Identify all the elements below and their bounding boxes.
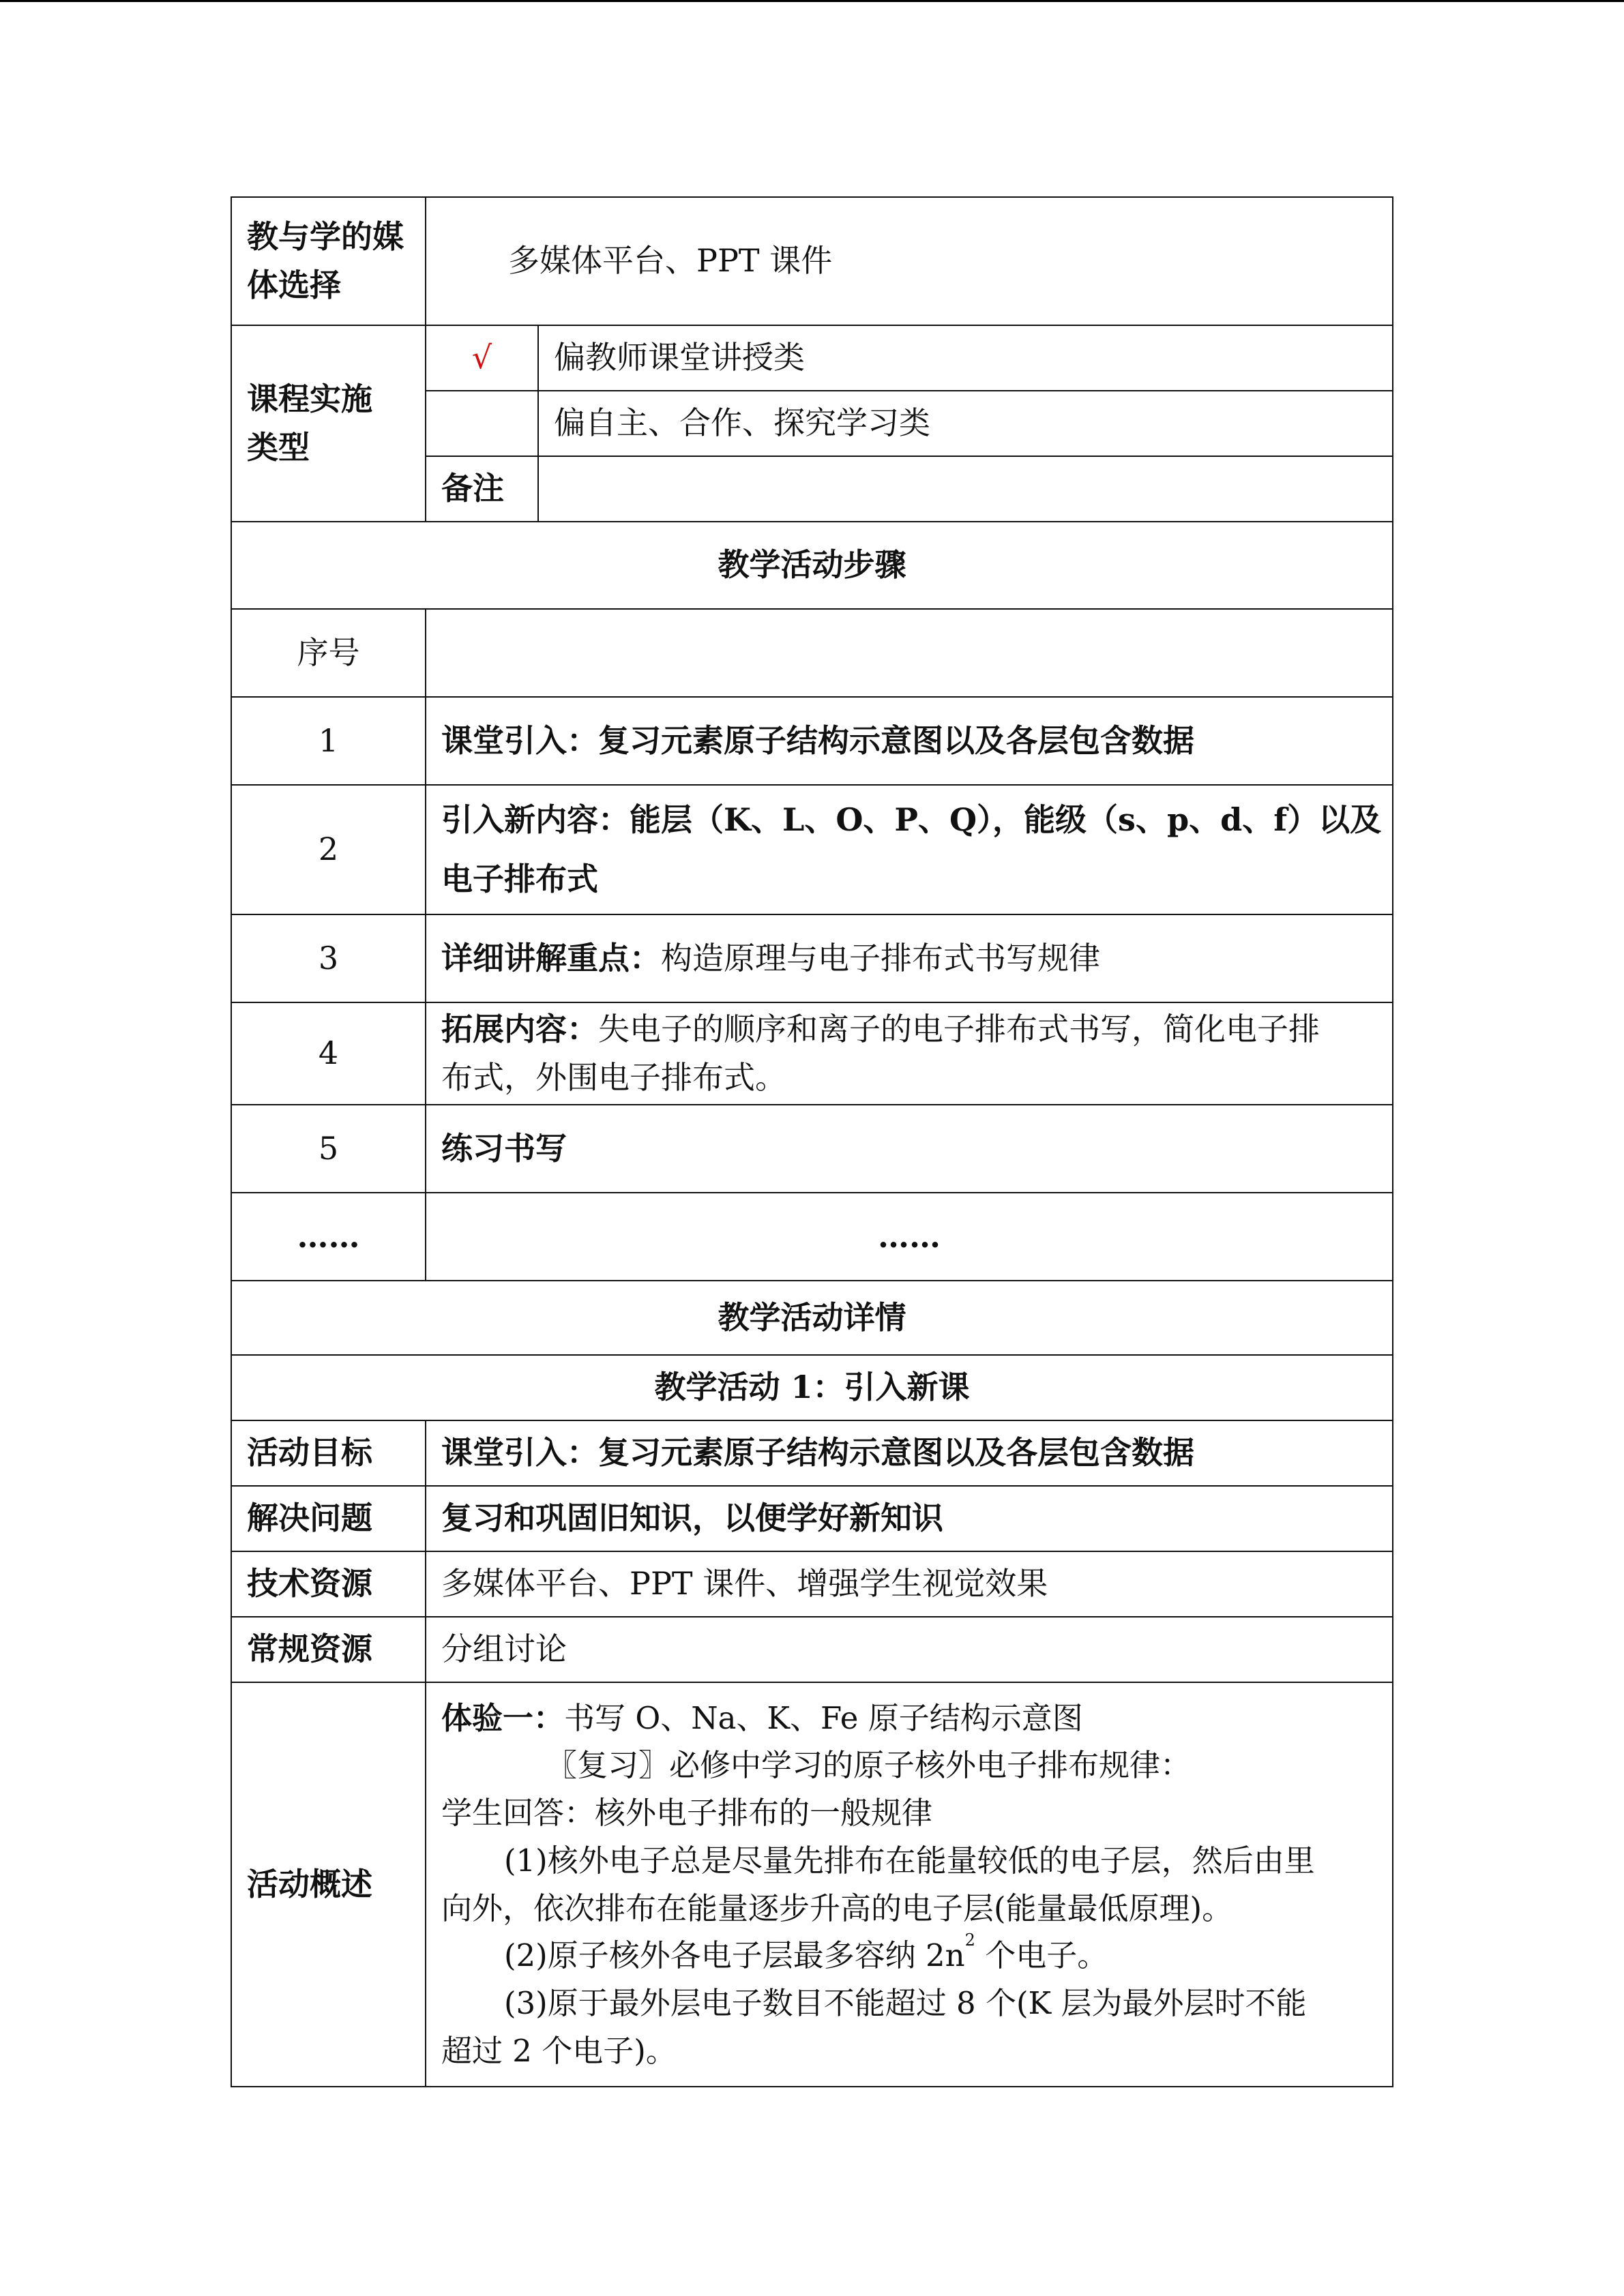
- steps-header: 教学活动步骤: [231, 522, 1393, 609]
- goal-row: [231, 1420, 1393, 1486]
- remark-value: [538, 456, 1393, 522]
- overview-row: [231, 1682, 1393, 2087]
- self-study-checkmark: [426, 391, 538, 456]
- step-row: [231, 697, 1393, 785]
- step-content: 课堂引入：复习元素原子结构示意图以及各层包含数据: [426, 697, 1393, 785]
- course-type-row-1: [231, 325, 1393, 391]
- step-content: 详细讲解重点：构造原理与电子排布式书写规律: [426, 914, 1393, 1002]
- step-number: 5: [231, 1105, 426, 1193]
- tech-resource-value: 多媒体平台、PPT 课件、增强学生视觉效果: [426, 1551, 1393, 1617]
- remark-label: 备注: [426, 456, 538, 522]
- steps-header-row: [231, 522, 1393, 609]
- step-number: 4: [231, 1002, 426, 1105]
- step-row: [231, 1193, 1393, 1281]
- step-content: 练习书写: [426, 1105, 1393, 1193]
- activity-title-row: [231, 1355, 1393, 1420]
- activity-title: 教学活动 1：引入新课: [231, 1355, 1393, 1420]
- details-header-row: [231, 1281, 1393, 1355]
- overview-content: [426, 1682, 1393, 2087]
- rule-1-line-2: 向外，依次排布在能量逐步升高的电子层(能量最低原理)。: [441, 1890, 1233, 1926]
- step-content: ……: [426, 1193, 1393, 1281]
- step-number: ……: [231, 1193, 426, 1281]
- page-top-border: [0, 0, 1624, 2]
- details-header: 教学活动详情: [231, 1281, 1393, 1355]
- lesson-plan-table: [231, 196, 1393, 2087]
- rule-2-line: (2)原子核外各电子层最多容纳 $2n^2$ 个电子。: [504, 1930, 1108, 1974]
- tech-resource-label: 技术资源: [231, 1551, 426, 1617]
- step-row: [231, 785, 1393, 914]
- step-content: 拓展内容：失电子的顺序和离子的电子排布式书写，简化电子排 布式，外围电子排布式。: [426, 1002, 1393, 1105]
- step-row: [231, 914, 1393, 1002]
- problem-label: 解决问题: [231, 1486, 426, 1551]
- course-type-label: 课程实施 类型: [231, 325, 426, 522]
- rule-3-line-2: 超过 2 个电子)。: [441, 2032, 677, 2069]
- regular-resource-value: 分组讨论: [426, 1617, 1393, 1682]
- index-content: [426, 609, 1393, 697]
- review-line: 〖复习〗必修中学习的原子核外电子排布规律：: [546, 1747, 1192, 1784]
- teacher-lecture-option: 偏教师课堂讲授类: [538, 325, 1393, 391]
- regular-resource-row: [231, 1617, 1393, 1682]
- experience-line: 体验一：书写 O、Na、K、Fe 原子结构示意图: [441, 1699, 1083, 1736]
- regular-resource-label: 常规资源: [231, 1617, 426, 1682]
- steps-index-row: [231, 609, 1393, 697]
- teacher-lecture-checkmark: √: [426, 325, 538, 391]
- tech-resource-row: [231, 1551, 1393, 1617]
- step-content: 引入新内容：能层（K、L、O、P、Q），能级（s、p、d、f）以及 电子排布式: [426, 785, 1393, 914]
- problem-row: [231, 1486, 1393, 1551]
- rule-3-line-1: (3)原于最外层电子数目不能超过 8 个(K 层为最外层时不能: [504, 1985, 1307, 2021]
- answer-line: 学生回答：核外电子排布的一般规律: [441, 1795, 933, 1831]
- media-selection-row: [231, 197, 1393, 325]
- step-row: [231, 1105, 1393, 1193]
- goal-value: 课堂引入：复习元素原子结构示意图以及各层包含数据: [426, 1420, 1393, 1486]
- self-study-option: 偏自主、合作、探究学习类: [538, 391, 1393, 456]
- step-number: 2: [231, 785, 426, 914]
- problem-value: 复习和巩固旧知识，以便学好新知识: [426, 1486, 1393, 1551]
- media-selection-value: 多媒体平台、PPT 课件: [426, 197, 1393, 325]
- goal-label: 活动目标: [231, 1420, 426, 1486]
- index-header: 序号: [231, 609, 426, 697]
- rule-1-line-1: (1)核外电子总是尽量先排布在能量较低的电子层，然后由里: [504, 1842, 1315, 1879]
- step-row: [231, 1002, 1393, 1105]
- media-selection-label: 教与学的媒 体选择: [231, 197, 426, 325]
- step-number: 3: [231, 914, 426, 1002]
- overview-label: 活动概述: [231, 1682, 426, 2087]
- step-number: 1: [231, 697, 426, 785]
